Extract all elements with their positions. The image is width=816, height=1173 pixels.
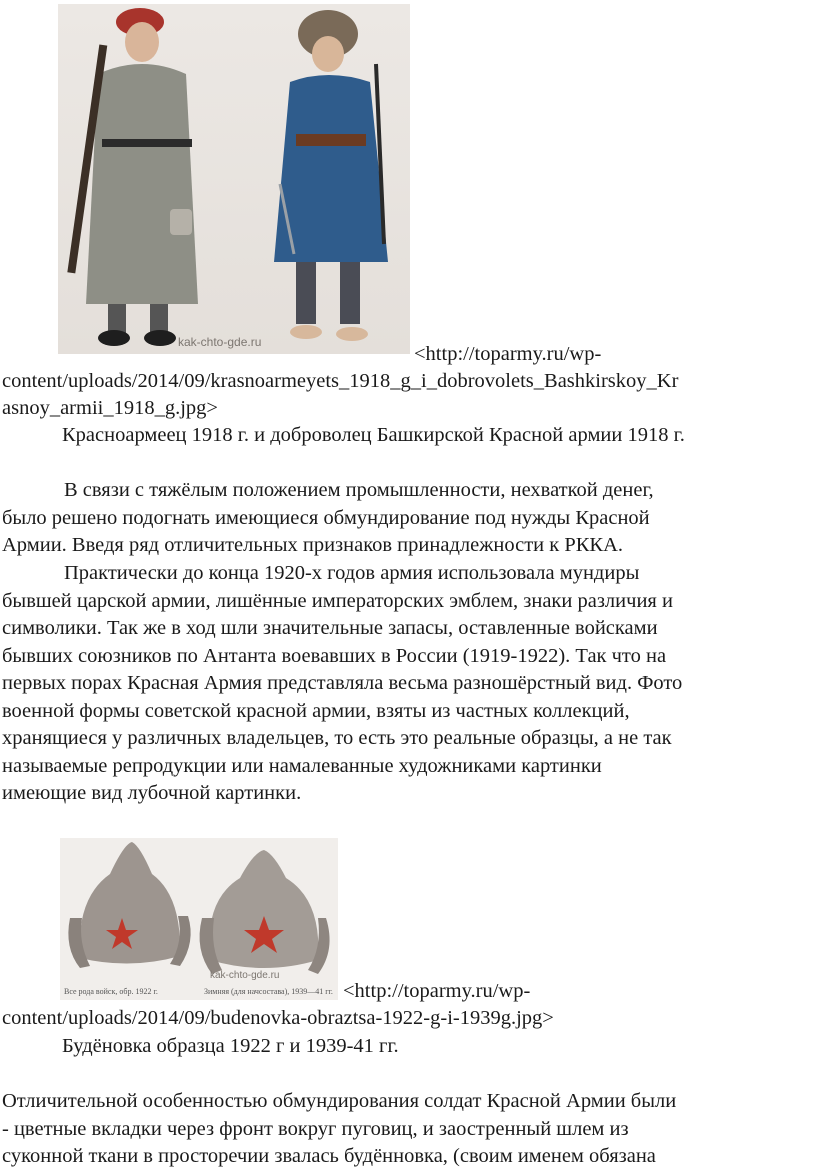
paragraph-line: Практически до конца 1920-х годов армия использовала мундиры bbox=[64, 562, 640, 584]
paragraph-3 bbox=[2, 1088, 812, 1171]
paragraph-line: Армии. Введя ряд отличительных признаков принадлежности к РККА. bbox=[2, 534, 624, 556]
photo2-watermark: kak-chto-gde.ru bbox=[210, 970, 280, 981]
soldiers-illustration bbox=[58, 4, 410, 354]
paragraph-line: символики. Так же в ход шли значительные запасы, оставленные войсками bbox=[2, 617, 658, 639]
budenovka-photo bbox=[60, 838, 338, 1000]
budenovka-1922 bbox=[68, 842, 190, 968]
photo2-url-line-1[interactable]: <http://toparmy.ru/wp- bbox=[343, 980, 531, 1002]
paragraph-line: имеющие вид лубочной картинки. bbox=[2, 782, 302, 804]
paragraph-line: бывших союзников по Антанта воевавших в России (1919-1922). Так что на bbox=[2, 644, 667, 667]
budenovka-illustration bbox=[60, 838, 338, 1000]
photo2-right-label: Зимняя (для начсостава), 1939—41 гг. bbox=[204, 987, 333, 996]
photo1-url-line-3[interactable]: asnoy_armii_1918_g.jpg> bbox=[2, 397, 218, 419]
photo2-caption: Будёновка образца 1922 г и 1939-41 гг. bbox=[62, 1035, 399, 1057]
paragraph-line: Отличительной особенностью обмундирования солдат Красной Армии были bbox=[2, 1090, 677, 1112]
photo1-url-line-2[interactable]: content/uploads/2014/09/krasnoarmeyets_1918_g_i_dobrovolets_Bashkirskoy_Kr bbox=[2, 370, 679, 392]
paragraph-line: хранящиеся у различных владельцев, то есть это реальные образцы, а не так bbox=[2, 727, 672, 749]
photo2-left-label: Все рода войск, обр. 1922 г. bbox=[64, 987, 158, 996]
paragraph-line: первых порах Красная Армия представляла весьма разношёрстный вид. Фото bbox=[2, 672, 683, 694]
photo1-watermark: kak-chto-gde.ru bbox=[178, 335, 262, 349]
photo1-url-line-1[interactable]: <http://toparmy.ru/wp- bbox=[414, 343, 602, 365]
paragraph-line: бывшей царской армии, лишённые императорских эмблем, знаки различия и bbox=[2, 589, 673, 612]
soldiers-photo bbox=[58, 4, 410, 354]
paragraph-1 bbox=[2, 477, 812, 560]
bashkir-volunteer-figure bbox=[274, 10, 388, 341]
paragraph-2 bbox=[2, 560, 812, 808]
budenovka-1939 bbox=[200, 850, 330, 974]
paragraph-line: В связи с тяжёлым положением промышленности, нехваткой денег, bbox=[64, 479, 654, 501]
paragraph-line: суконной ткани в просторечии звалась будённовка, (своим именем обязана bbox=[2, 1145, 656, 1167]
red-army-soldier-figure bbox=[67, 8, 198, 346]
photo1-caption: Красноармеец 1918 г. и доброволец Башкирской Красной армии 1918 г. bbox=[62, 424, 685, 446]
photo2-url-line-2[interactable]: content/uploads/2014/09/budenovka-obraztsa-1922-g-i-1939g.jpg> bbox=[2, 1007, 554, 1029]
paragraph-line: - цветные вкладки через фронт вокруг пуговиц, и заостренный шлем из bbox=[2, 1117, 629, 1140]
paragraph-line: называемые репродукции или намалеванные художниками картинки bbox=[2, 754, 602, 777]
paragraph-line: было решено подогнать имеющиеся обмундирование под нужды Красной bbox=[2, 506, 650, 529]
paragraph-line: военной формы советской красной армии, взяты из частных коллекций, bbox=[2, 699, 630, 722]
